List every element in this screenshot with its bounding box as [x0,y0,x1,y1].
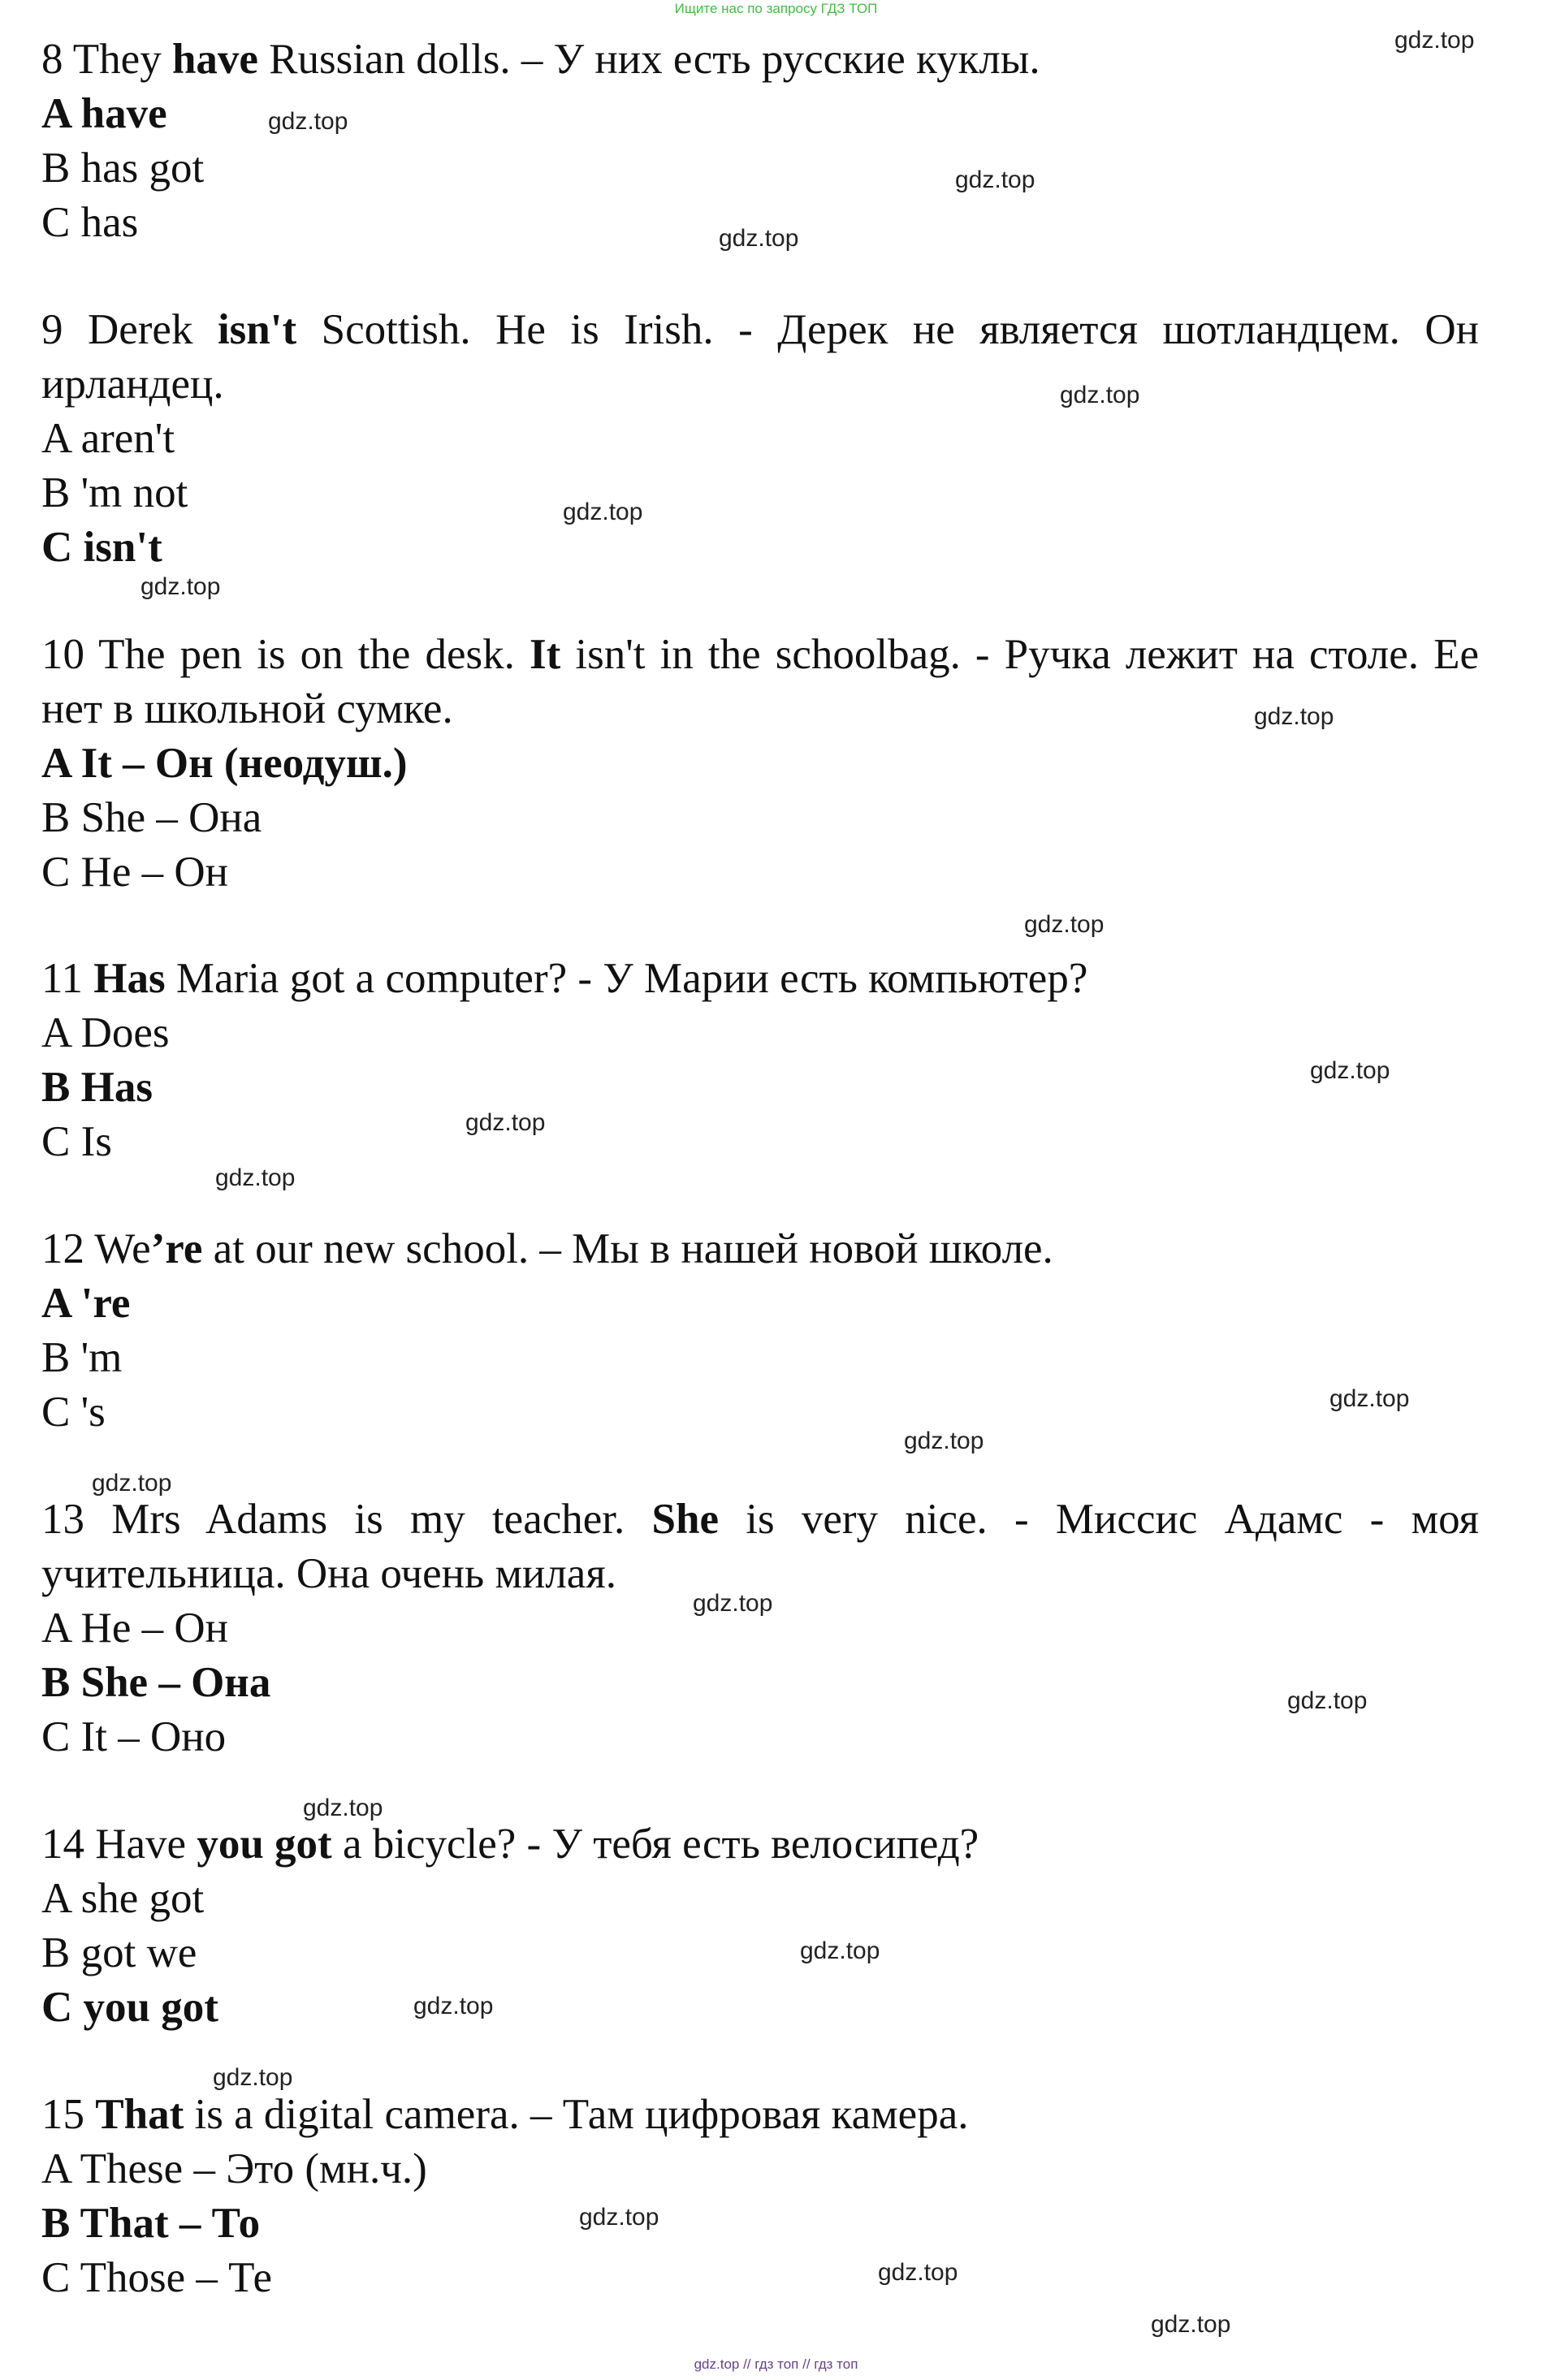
prompt-text: The pen is on the desk. [98,631,530,678]
answer-option-b: B 'm [41,1334,123,1381]
prompt-answer-word: She [651,1496,719,1543]
answer-option-c: C isn't [41,524,162,571]
watermark: gdz.top [878,2259,958,2286]
prompt-text: Russian dolls. – У них есть русские куклы. [257,36,1040,83]
question-prompt [41,2088,1479,2142]
question-prompt [41,952,1479,1006]
answer-option-b: B She – Она [41,1659,271,1706]
question-8 [41,32,1479,250]
watermark: gdz.top [693,1590,773,1617]
watermark: gdz.top [1254,703,1334,730]
answer-option-a: A Does [41,1009,170,1056]
answer-option-b: B has got [41,145,205,192]
watermark: gdz.top [904,1428,984,1454]
prompt-text: Have [95,1821,197,1868]
question-number: 12 [41,1225,84,1272]
prompt-answer-word: It [530,631,561,678]
question-number: 15 [41,2091,84,2138]
prompt-answer-word: That [95,2091,184,2138]
watermark: gdz.top [465,1109,546,1136]
watermark: gdz.top [563,499,643,525]
prompt-text: is a digital camera. – Там цифровая камера. [184,2091,969,2138]
question-number: 13 [41,1496,84,1543]
watermark: gdz.top [1329,1385,1410,1412]
watermark: gdz.top [579,2204,659,2231]
answer-option-b: B 'm not [41,469,188,516]
prompt-answer-word: you got [197,1821,332,1868]
question-number: 14 [41,1821,84,1868]
question-15 [41,2088,1479,2305]
watermark: gdz.top [1060,382,1140,408]
question-prompt [41,303,1479,412]
question-number: 9 [41,306,63,353]
answer-option-c: C you got [41,1984,218,2031]
prompt-text: Maria got a computer? - У Марии есть компьютер? [165,955,1088,1002]
watermark: gdz.top [1024,911,1105,938]
answer-option-a: A aren't [41,415,175,462]
prompt-text: at our new school. – Мы в нашей новой школе. [202,1225,1053,1272]
question-prompt [41,1492,1479,1601]
watermark: gdz.top [800,1937,880,1964]
watermark: gdz.top [92,1470,172,1497]
prompt-text: We [94,1225,151,1272]
answer-option-a: A she got [41,1875,205,1922]
question-prompt [41,1222,1479,1276]
watermark: gdz.top [213,2064,293,2091]
question-9 [41,303,1479,575]
question-number: 8 [41,36,63,83]
watermark: gdz.top [1151,2311,1231,2338]
answer-option-b: B She – Она [41,794,262,841]
answer-option-a: A have [41,90,167,137]
answer-option-c: C Is [41,1118,112,1165]
answer-option-b: B Has [41,1064,153,1111]
answer-option-c: C 's [41,1389,106,1436]
answer-option-b: B got we [41,1929,197,1976]
answer-option-a: A These – Это (мн.ч.) [41,2145,427,2192]
prompt-answer-word: Has [93,955,166,1002]
question-number: 10 [41,631,84,678]
watermark: gdz.top [955,166,1035,193]
prompt-answer-word: isn't [217,306,297,353]
answer-option-c: C He – Он [41,849,229,896]
watermark: gdz.top [1287,1687,1368,1714]
watermark: gdz.top [268,108,348,135]
watermark: gdz.top [413,1993,494,2019]
watermark: gdz.top [215,1164,296,1191]
prompt-text: Scottish. He is Irish. - Дерек не является шотландцем. Он ирландец. [41,306,1479,408]
top-banner: Ищите нас по запросу ГДЗ ТОП [674,1,878,16]
prompt-answer-word: ’re [150,1225,203,1272]
answer-option-a: A 're [41,1280,131,1327]
answer-option-c: C Those – Те [41,2254,273,2301]
prompt-text: Mrs Adams is my teacher. [111,1496,652,1543]
watermark: gdz.top [141,573,221,600]
prompt-text: They [72,36,172,83]
watermark: gdz.top [719,225,799,252]
prompt-text: is very nice. - Миссис Адамс - моя учительница. Она очень милая. [41,1496,1479,1597]
prompt-text: a bicycle? - У тебя есть велосипед? [331,1821,979,1868]
question-14 [41,1817,1479,2035]
answer-option-a: A It – Он (неодуш.) [41,740,408,787]
watermark: gdz.top [1394,27,1475,54]
footer: gdz.top // гдз топ // гдз топ [694,2356,858,2372]
prompt-text: Derek [87,306,218,353]
question-prompt [41,1817,1479,1872]
answer-option-c: C has [41,199,139,246]
question-12 [41,1222,1479,1440]
answer-option-b: B That – То [41,2200,261,2247]
answer-option-a: A He – Он [41,1605,229,1652]
question-prompt [41,32,1479,87]
answer-option-c: C It – Оно [41,1713,227,1760]
watermark: gdz.top [303,1795,383,1821]
question-number: 11 [41,955,84,1002]
watermark: gdz.top [1310,1057,1390,1084]
question-13 [41,1492,1479,1764]
question-10 [41,628,1479,900]
prompt-answer-word: have [171,36,258,83]
question-11 [41,952,1479,1169]
prompt-text: isn't in the schoolbag. - Ручка лежит на столе. Ее нет в школьной сумке. [41,631,1479,732]
